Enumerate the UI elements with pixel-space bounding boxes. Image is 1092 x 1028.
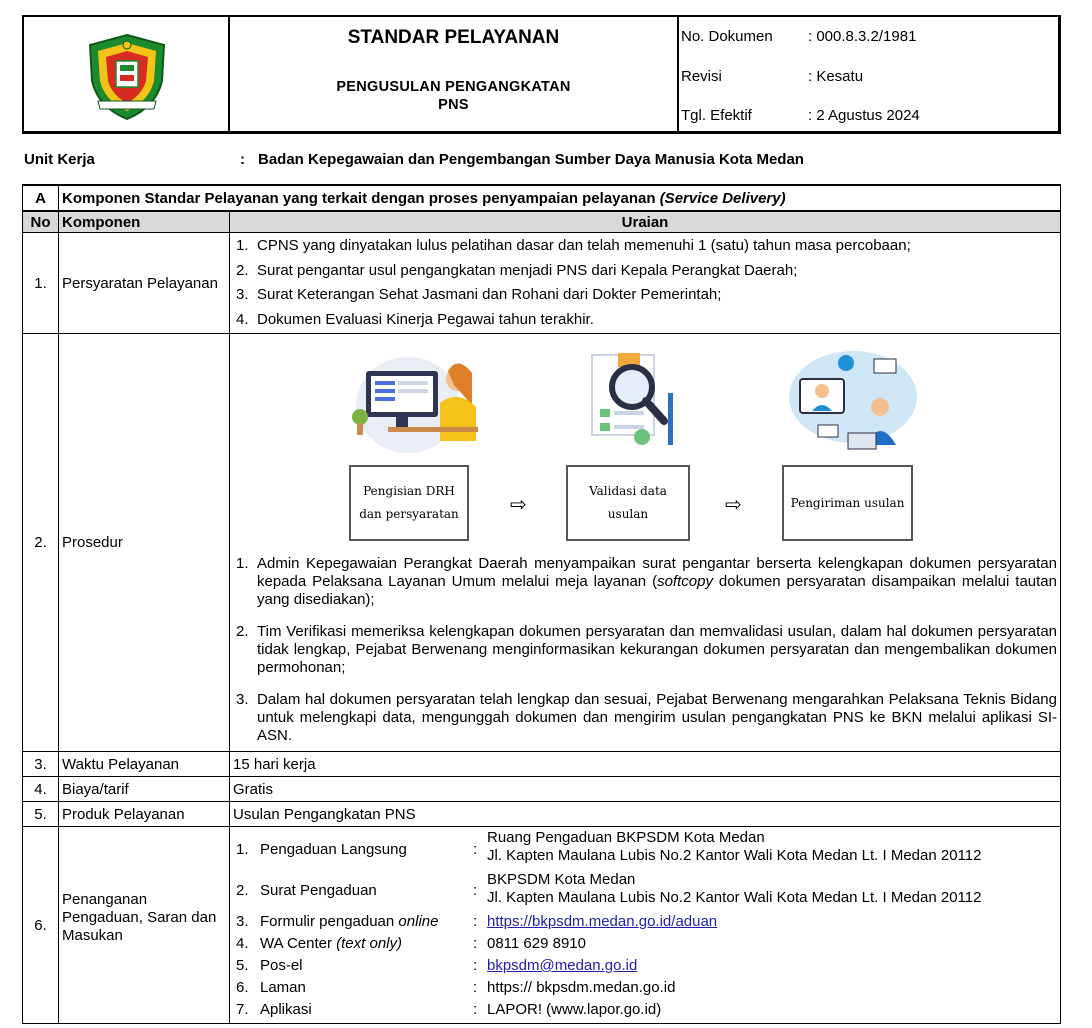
list-item: 4. Dokumen Evaluasi Kinerja Pegawai tahun terakhir. bbox=[236, 310, 594, 328]
unit-kerja-value: Badan Kepegawaian dan Pengembangan Sumber Daya Manusia Kota Medan bbox=[258, 151, 804, 168]
row-label: Biaya/tarif bbox=[59, 777, 230, 802]
email-link[interactable]: bkpsdm@medan.go.id bbox=[487, 957, 638, 974]
list-item: 3. Dalam hal dokumen persyaratan telah lengkap dan sesuai, Pejabat Berwenang mengarahkan Pelaksana Teknis Bidang untuk melengkapi data, mengunggah dokumen dan mengirim usulan pengangkatan PNS ke BKN melalui aplikasi SI-ASN. bbox=[236, 691, 1057, 744]
row-value: Gratis bbox=[230, 777, 1061, 802]
table-row bbox=[23, 233, 1061, 334]
document-header bbox=[22, 15, 1061, 134]
document-title: STANDAR PELAYANAN bbox=[347, 27, 560, 48]
service-standard-table bbox=[22, 184, 1061, 1024]
row-value: Usulan Pengangkatan PNS bbox=[230, 802, 1061, 827]
channel-value-line: Ruang Pengaduan BKPSDM Kota Medan bbox=[487, 829, 765, 846]
meta-value: : 000.8.3.2/1981 bbox=[808, 28, 917, 45]
list-item-text: Surat pengantar usul pengangkatan menjadi PNS dari Kepala Perangkat Daerah; bbox=[257, 261, 798, 279]
step-text-italic: softcopy bbox=[657, 573, 713, 590]
list-item: 1. Admin Kepegawaian Perangkat Daerah menyampaikan surat pengantar berserta kelengkapan dokumen persyaratan kepada Pelaksana Layanan Umum melalui meja layanan (softcopy dokumen persyaratan disampaikan melalui tautan yang disediakan); bbox=[236, 555, 1057, 608]
row-no: 1. bbox=[23, 233, 59, 334]
channel-label-text: Pengaduan Langsung bbox=[260, 841, 407, 858]
channel-label: 2. Surat Pengaduan bbox=[236, 882, 377, 899]
channel-sep: : bbox=[473, 935, 478, 952]
table-row bbox=[23, 777, 1061, 802]
title-cell bbox=[230, 17, 679, 131]
section-header-row bbox=[23, 185, 1061, 211]
channel-label-italic: (text only) bbox=[336, 935, 402, 952]
row-content bbox=[230, 334, 1061, 752]
complaint-channels bbox=[233, 829, 1057, 1021]
list-item: 2. Tim Verifikasi memeriksa kelengkapan dokumen persyaratan dan memvalidasi usulan, dalam hal dokumen persyaratan tidak lengkap, Pejabat Berwenang menginformasikan kekurangan dokumen persyaratan dan mengembalikan dokumen permohonan; bbox=[236, 623, 1057, 676]
row-no: 3. bbox=[23, 752, 59, 777]
col-no: No bbox=[23, 211, 59, 233]
computer-user-illustration-icon bbox=[348, 345, 488, 455]
flow-arrow-icon: ⇨ bbox=[725, 494, 742, 516]
list-item-text: Surat Keterangan Sehat Jasmani dan Rohani dari Dokter Pemerintah; bbox=[257, 286, 722, 303]
channel-label-text: Formulir pengaduan bbox=[260, 913, 399, 930]
channel-label: 6. Laman bbox=[236, 979, 306, 996]
channel-label: 3. Formulir pengaduan online bbox=[236, 913, 439, 930]
channel-label: 1. Pengaduan Langsung bbox=[236, 841, 407, 858]
section-title-italic: (Service Delivery) bbox=[659, 189, 786, 207]
list-item-text: CPNS yang dinyatakan lulus pelatihan dasar dan telah memenuhi 1 (satu) tahun masa percobaan; bbox=[257, 237, 911, 254]
channel-value-line: BKPSDM Kota Medan bbox=[487, 871, 636, 888]
channel-label-text: Pos-el bbox=[260, 957, 303, 974]
row-content bbox=[230, 827, 1061, 1024]
list-item-text: Dokumen Evaluasi Kinerja Pegawai tahun terakhir. bbox=[257, 310, 594, 328]
row-label: Prosedur bbox=[59, 334, 230, 752]
row-no: 2. bbox=[23, 334, 59, 752]
step-text: Dalam hal dokumen persyaratan telah lengkap dan sesuai, Pejabat Berwenang mengarahkan Pelaksana Teknis Bidang untuk melengkapi data, mengunggah dokumen dan mengirim usulan pengangkatan PNS ke BKN melalui aplikasi SI-ASN. bbox=[257, 691, 1057, 744]
row-no: 4. bbox=[23, 777, 59, 802]
flow-step-box: Pengiriman usulan bbox=[782, 465, 913, 541]
row-value: 15 hari kerja bbox=[230, 752, 1061, 777]
channel-label-text: WA Center bbox=[260, 935, 337, 952]
channel-label: 4. WA Center (text only) bbox=[236, 935, 402, 952]
flow-step-box: Pengisian DRH dan persyaratan bbox=[349, 465, 469, 541]
channel-label-text: Laman bbox=[260, 979, 306, 996]
procedure-steps-list bbox=[233, 555, 1057, 745]
step-text: Admin Kepegawaian Perangkat Daerah menyampaikan surat pengantar berserta kelengkapan dokumen persyaratan kepada Pelaksana Layanan Umum melalui meja layanan ( bbox=[257, 555, 1057, 590]
meta-value: : Kesatu bbox=[808, 68, 864, 85]
meta-key: No. Dokumen bbox=[681, 28, 773, 45]
online-meeting-illustration-icon bbox=[778, 345, 928, 455]
section-letter: A bbox=[23, 185, 59, 211]
document-subtitle bbox=[230, 78, 677, 114]
unit-kerja-label: Unit Kerja bbox=[24, 151, 95, 168]
channel-sep: : bbox=[473, 841, 478, 858]
meta-revisi bbox=[681, 68, 863, 85]
meta-key: Tgl. Efektif bbox=[681, 107, 752, 124]
row-label: Persyaratan Pelayanan bbox=[59, 233, 230, 334]
step-text: dokumen persyaratan disampaikan melalui tautan yang disediakan); bbox=[257, 573, 1057, 608]
channel-label: 5. Pos-el bbox=[236, 957, 303, 974]
magnifier-document-illustration-icon bbox=[578, 345, 688, 455]
channel-label-italic: online bbox=[398, 913, 439, 930]
table-row bbox=[23, 802, 1061, 827]
channel-label: 7. Aplikasi bbox=[236, 1001, 312, 1018]
channel-sep: : bbox=[473, 1001, 478, 1018]
row-content bbox=[230, 233, 1061, 334]
logo-cell bbox=[24, 17, 230, 131]
row-no: 5. bbox=[23, 802, 59, 827]
channel-value-line: Jl. Kapten Maulana Lubis No.2 Kantor Wali Kota Medan Lt. I Medan 20112 bbox=[487, 889, 982, 906]
section-title-text: Komponen Standar Pelayanan yang terkait dengan proses penyampaian pelayanan bbox=[62, 189, 660, 207]
section-title bbox=[59, 185, 1061, 211]
table-row bbox=[23, 827, 1061, 1024]
col-komponen: Komponen bbox=[59, 211, 230, 233]
meta-value: : 2 Agustus 2024 bbox=[808, 107, 920, 124]
flow-step-box: Validasi data usulan bbox=[566, 465, 690, 541]
unit-kerja-sep: : bbox=[240, 151, 245, 168]
row-label: Waktu Pelayanan bbox=[59, 752, 230, 777]
channel-value: https:// bkpsdm.medan.go.id bbox=[487, 979, 676, 996]
list-item: 1. CPNS yang dinyatakan lulus pelatihan dasar dan telah memenuhi 1 (satu) tahun masa percobaan; bbox=[236, 237, 911, 254]
city-emblem-icon bbox=[84, 31, 170, 123]
procedure-flow-diagram bbox=[233, 345, 1057, 541]
meta-cell bbox=[679, 17, 1058, 131]
row-label-text: Penanganan Pengaduan, Saran dan Masukan bbox=[62, 891, 217, 944]
row-label bbox=[59, 827, 230, 1024]
meta-no-dokumen bbox=[681, 28, 916, 45]
meta-tgl-efektif bbox=[681, 107, 920, 124]
column-header-row bbox=[23, 211, 1061, 233]
list-item: 2. Surat pengantar usul pengangkatan menjadi PNS dari Kepala Perangkat Daerah; bbox=[236, 261, 798, 279]
subtitle-line-2: PNS bbox=[438, 97, 469, 113]
channel-value bbox=[487, 955, 1057, 977]
requirements-list bbox=[233, 234, 1057, 332]
channel-value bbox=[487, 911, 1057, 933]
channel-label-text: Surat Pengaduan bbox=[260, 882, 377, 899]
col-uraian: Uraian bbox=[230, 211, 1061, 233]
list-item: 3. Surat Keterangan Sehat Jasmani dan Rohani dari Dokter Pemerintah; bbox=[236, 286, 722, 303]
channel-value: 0811 629 8910 bbox=[487, 935, 586, 952]
table-row bbox=[23, 334, 1061, 752]
row-no: 6. bbox=[23, 827, 59, 1024]
channel-sep: : bbox=[473, 913, 478, 930]
logo-caption bbox=[24, 17, 25, 18]
channel-sep: : bbox=[473, 957, 478, 974]
table-row bbox=[23, 752, 1061, 777]
channel-value: LAPOR! (www.lapor.go.id) bbox=[487, 1001, 662, 1018]
flow-arrow-icon: ⇨ bbox=[510, 494, 527, 516]
channel-sep: : bbox=[473, 882, 478, 899]
row-label: Produk Pelayanan bbox=[59, 802, 230, 827]
channel-sep: : bbox=[473, 979, 478, 996]
subtitle-line-1: PENGUSULAN PENGANGKATAN bbox=[336, 79, 571, 95]
channel-value-line: Jl. Kapten Maulana Lubis No.2 Kantor Wali Kota Medan Lt. I Medan 20112 bbox=[487, 847, 982, 864]
aduan-link[interactable]: https://bkpsdm.medan.go.id/aduan bbox=[487, 913, 718, 930]
step-text: Tim Verifikasi memeriksa kelengkapan dokumen persyaratan dan memvalidasi usulan, dalam hal dokumen persyaratan tidak lengkap, Pejabat Berwenang menginformasikan kekurangan dokumen persyaratan dan mengembalikan dokumen permohonan; bbox=[257, 623, 1057, 676]
channel-value bbox=[487, 829, 1057, 865]
meta-key: Revisi bbox=[681, 68, 722, 85]
channel-value bbox=[487, 871, 1057, 907]
channel-label-text: Aplikasi bbox=[260, 1001, 312, 1018]
